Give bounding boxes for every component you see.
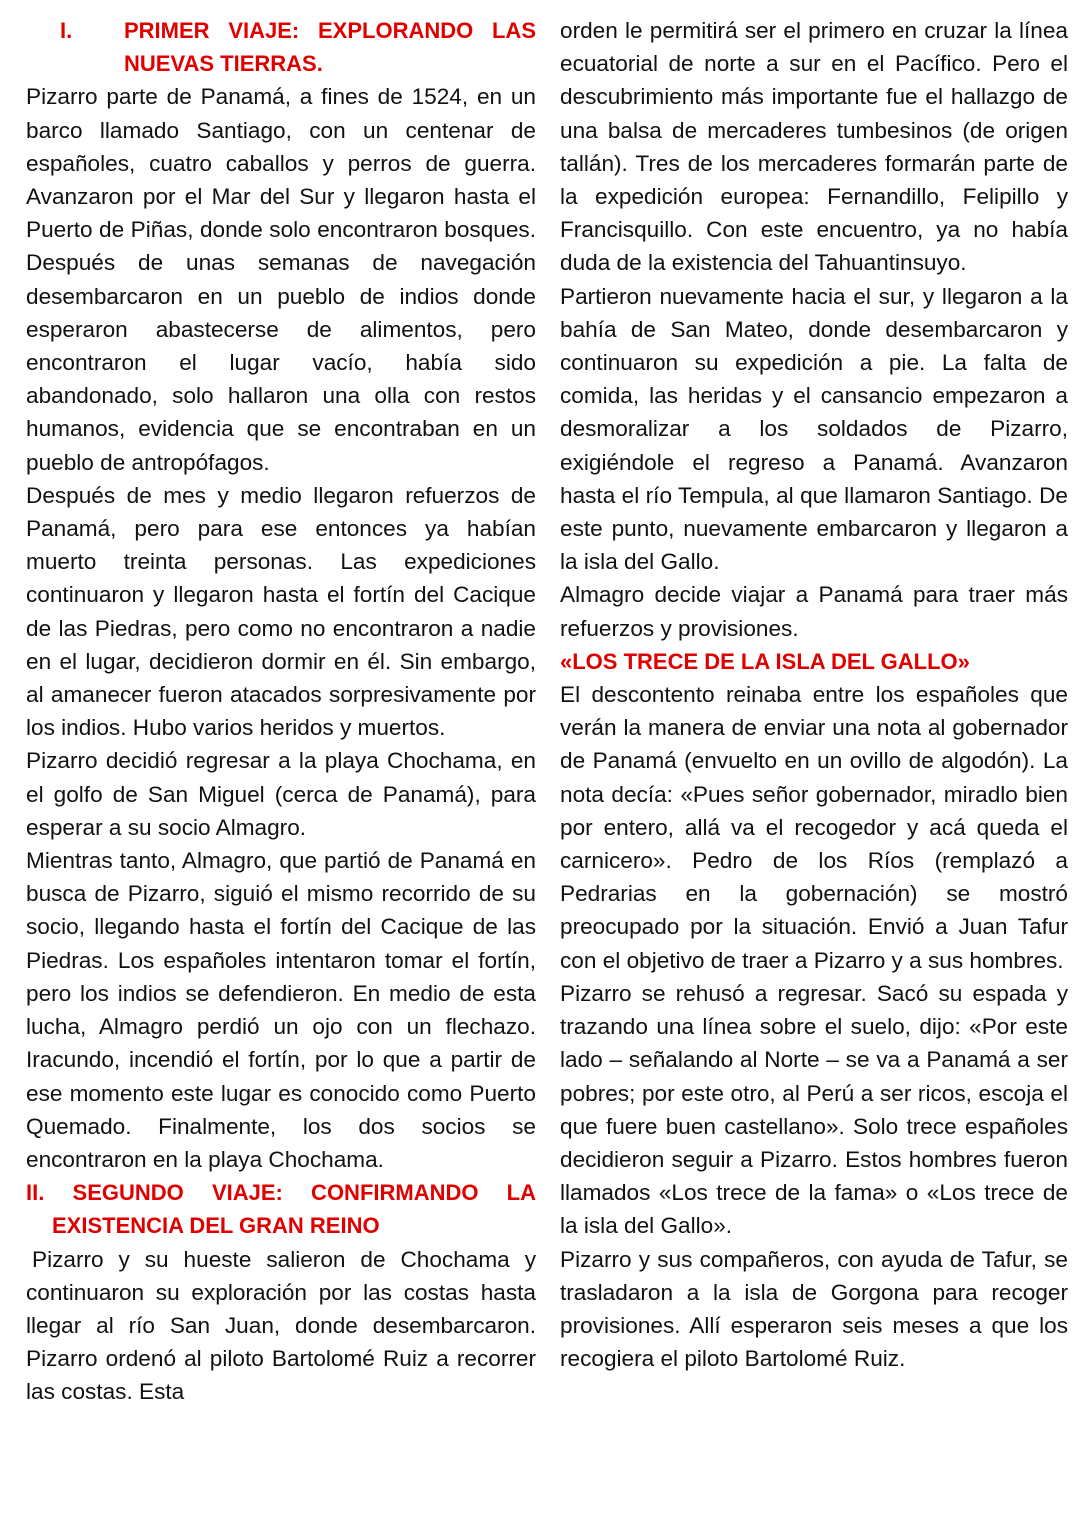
paragraph: Partieron nuevamente hacia el sur, y llegaron a la bahía de San Mateo, donde desembarcaron y continuaron su expedición a pie. La falta de comida, las heridas y el cansancio empezaron a desmoralizar a los soldados de Pizarro, exigiéndole el regreso a Panamá. Avanzaron hasta el río Tempula, al que llamaron Santiago. De este punto, nuevamente embarcaron y llegaron a la isla del Gallo. [560,283,1068,575]
section-title-line: NUEVAS TIERRAS. [124,51,323,77]
paragraph: Después de mes y medio llegaron refuerzos de Panamá, pero para ese entonces ya habían muerto treinta personas. Las expediciones continuaron y llegaron hasta el fortín del Cacique de las Piedras, pero como no encontraron a nadie en el lugar, decidieron dormir en él. Sin embargo, al amanecer fueron atacados sorpresivamente por los indios. Hubo varios heridos y muertos. [26,482,536,741]
section-title-line: PRIMER VIAJE: EXPLORANDO LAS [124,18,536,43]
right-column [560,14,1068,1527]
section-heading-1 [26,14,536,80]
section-number: I. [60,18,73,43]
paragraph: orden le permitirá ser el primero en cruzar la línea ecuatorial de norte a sur en el Pacífico. Pero el descubrimiento más importante fue el hallazgo de una balsa de mercaderes tumbesinos (de origen tallán). Tres de los mercaderes formarán parte de la expedición europea: Fernandillo, Felipillo y Francisquillo. Con este encuentro, ya no había duda de la existencia del Tahuantinsuyo. [560,18,1068,276]
paragraph: Pizarro parte de Panamá, a fines de 1524, en un barco llamado Santiago, con un centenar de españoles, cuatro caballos y perros de guerra. Avanzaron por el Mar del Sur y llegaron hasta el Puerto de Piñas, donde solo encontraron bosques. Después de unas semanas de navegación desembarcaron en un pueblo de indios donde esperaron abastecerse de alimentos, pero encontraron el lugar vacío, había sido abandonado, solo hallaron una olla con restos humanos, evidencia que se encontraban en un pueblo de antropófagos. [26,84,536,475]
paragraph: Mientras tanto, Almagro, que partió de Panamá en busca de Pizarro, siguió el mismo recorrido de su socio, llegando hasta el fortín del Cacique de las Piedras. Los españoles intentaron tomar el fortín, pero los indios se defendieron. En medio de esta lucha, Almagro perdió un ojo con un flechazo. Iracundo, incendió el fortín, por lo que a partir de ese momento este lugar es conocido como Puerto Quemado. Finalmente, los dos socios se encontraron en la playa Chochama. [26,848,536,1172]
paragraph: Pizarro decidió regresar a la playa Chochama, en el golfo de San Miguel (cerca de Panamá), para esperar a su socio Almagro. [26,748,536,840]
section-heading-2 [26,1176,536,1242]
paragraph: El descontento reinaba entre los españoles que verán la manera de enviar una nota al gobernador de Panamá (envuelto en un ovillo de algodón). La nota decía: «Pues señor gobernador, miradlo bien por entero, allá va el recogedor y acá queda el carnicero». Pedro de los Ríos (remplazó a Pedrarias en la gobernación) se mostró preocupado por la situación. Envió a Juan Tafur con el objetivo de traer a Pizarro y a sus hombres. [560,682,1068,973]
paragraph: Pizarro y su hueste salieron de Chochama y continuaron su exploración por las costas hasta llegar al río San Juan, donde desembarcaron. Pizarro ordenó al piloto Bartolomé Ruiz a recorrer las costas. Esta [26,1246,536,1405]
left-column [26,14,536,1527]
paragraph: Almagro decide viajar a Panamá para traer más refuerzos y provisiones. [560,582,1068,641]
paragraph: Pizarro y sus compañeros, con ayuda de Tafur, se trasladaron a la isla de Gorgona para recoger provisiones. Allí esperaron seis meses a que los recogiera el piloto Bartolomé Ruiz. [560,1246,1068,1372]
paragraph: Pizarro se rehusó a regresar. Sacó su espada y trazando una línea sobre el suelo, dijo: «Por este lado – señalando al Norte – se va a Panamá a ser pobres; por este otro, al Perú a ser ricos, escoja el que fuere buen castellano». Solo trece españoles decidieron seguir a Pizarro. Estos hombres fueron llamados «Los trece de la fama» o «Los trece de la isla del Gallo». [560,980,1068,1239]
section-title-line: EXISTENCIA DEL GRAN REINO [52,1213,380,1239]
subsection-heading: «LOS TRECE DE LA ISLA DEL GALLO» [560,648,970,674]
section-title-line: II. SEGUNDO VIAJE: CONFIRMANDO LA [26,1180,536,1206]
